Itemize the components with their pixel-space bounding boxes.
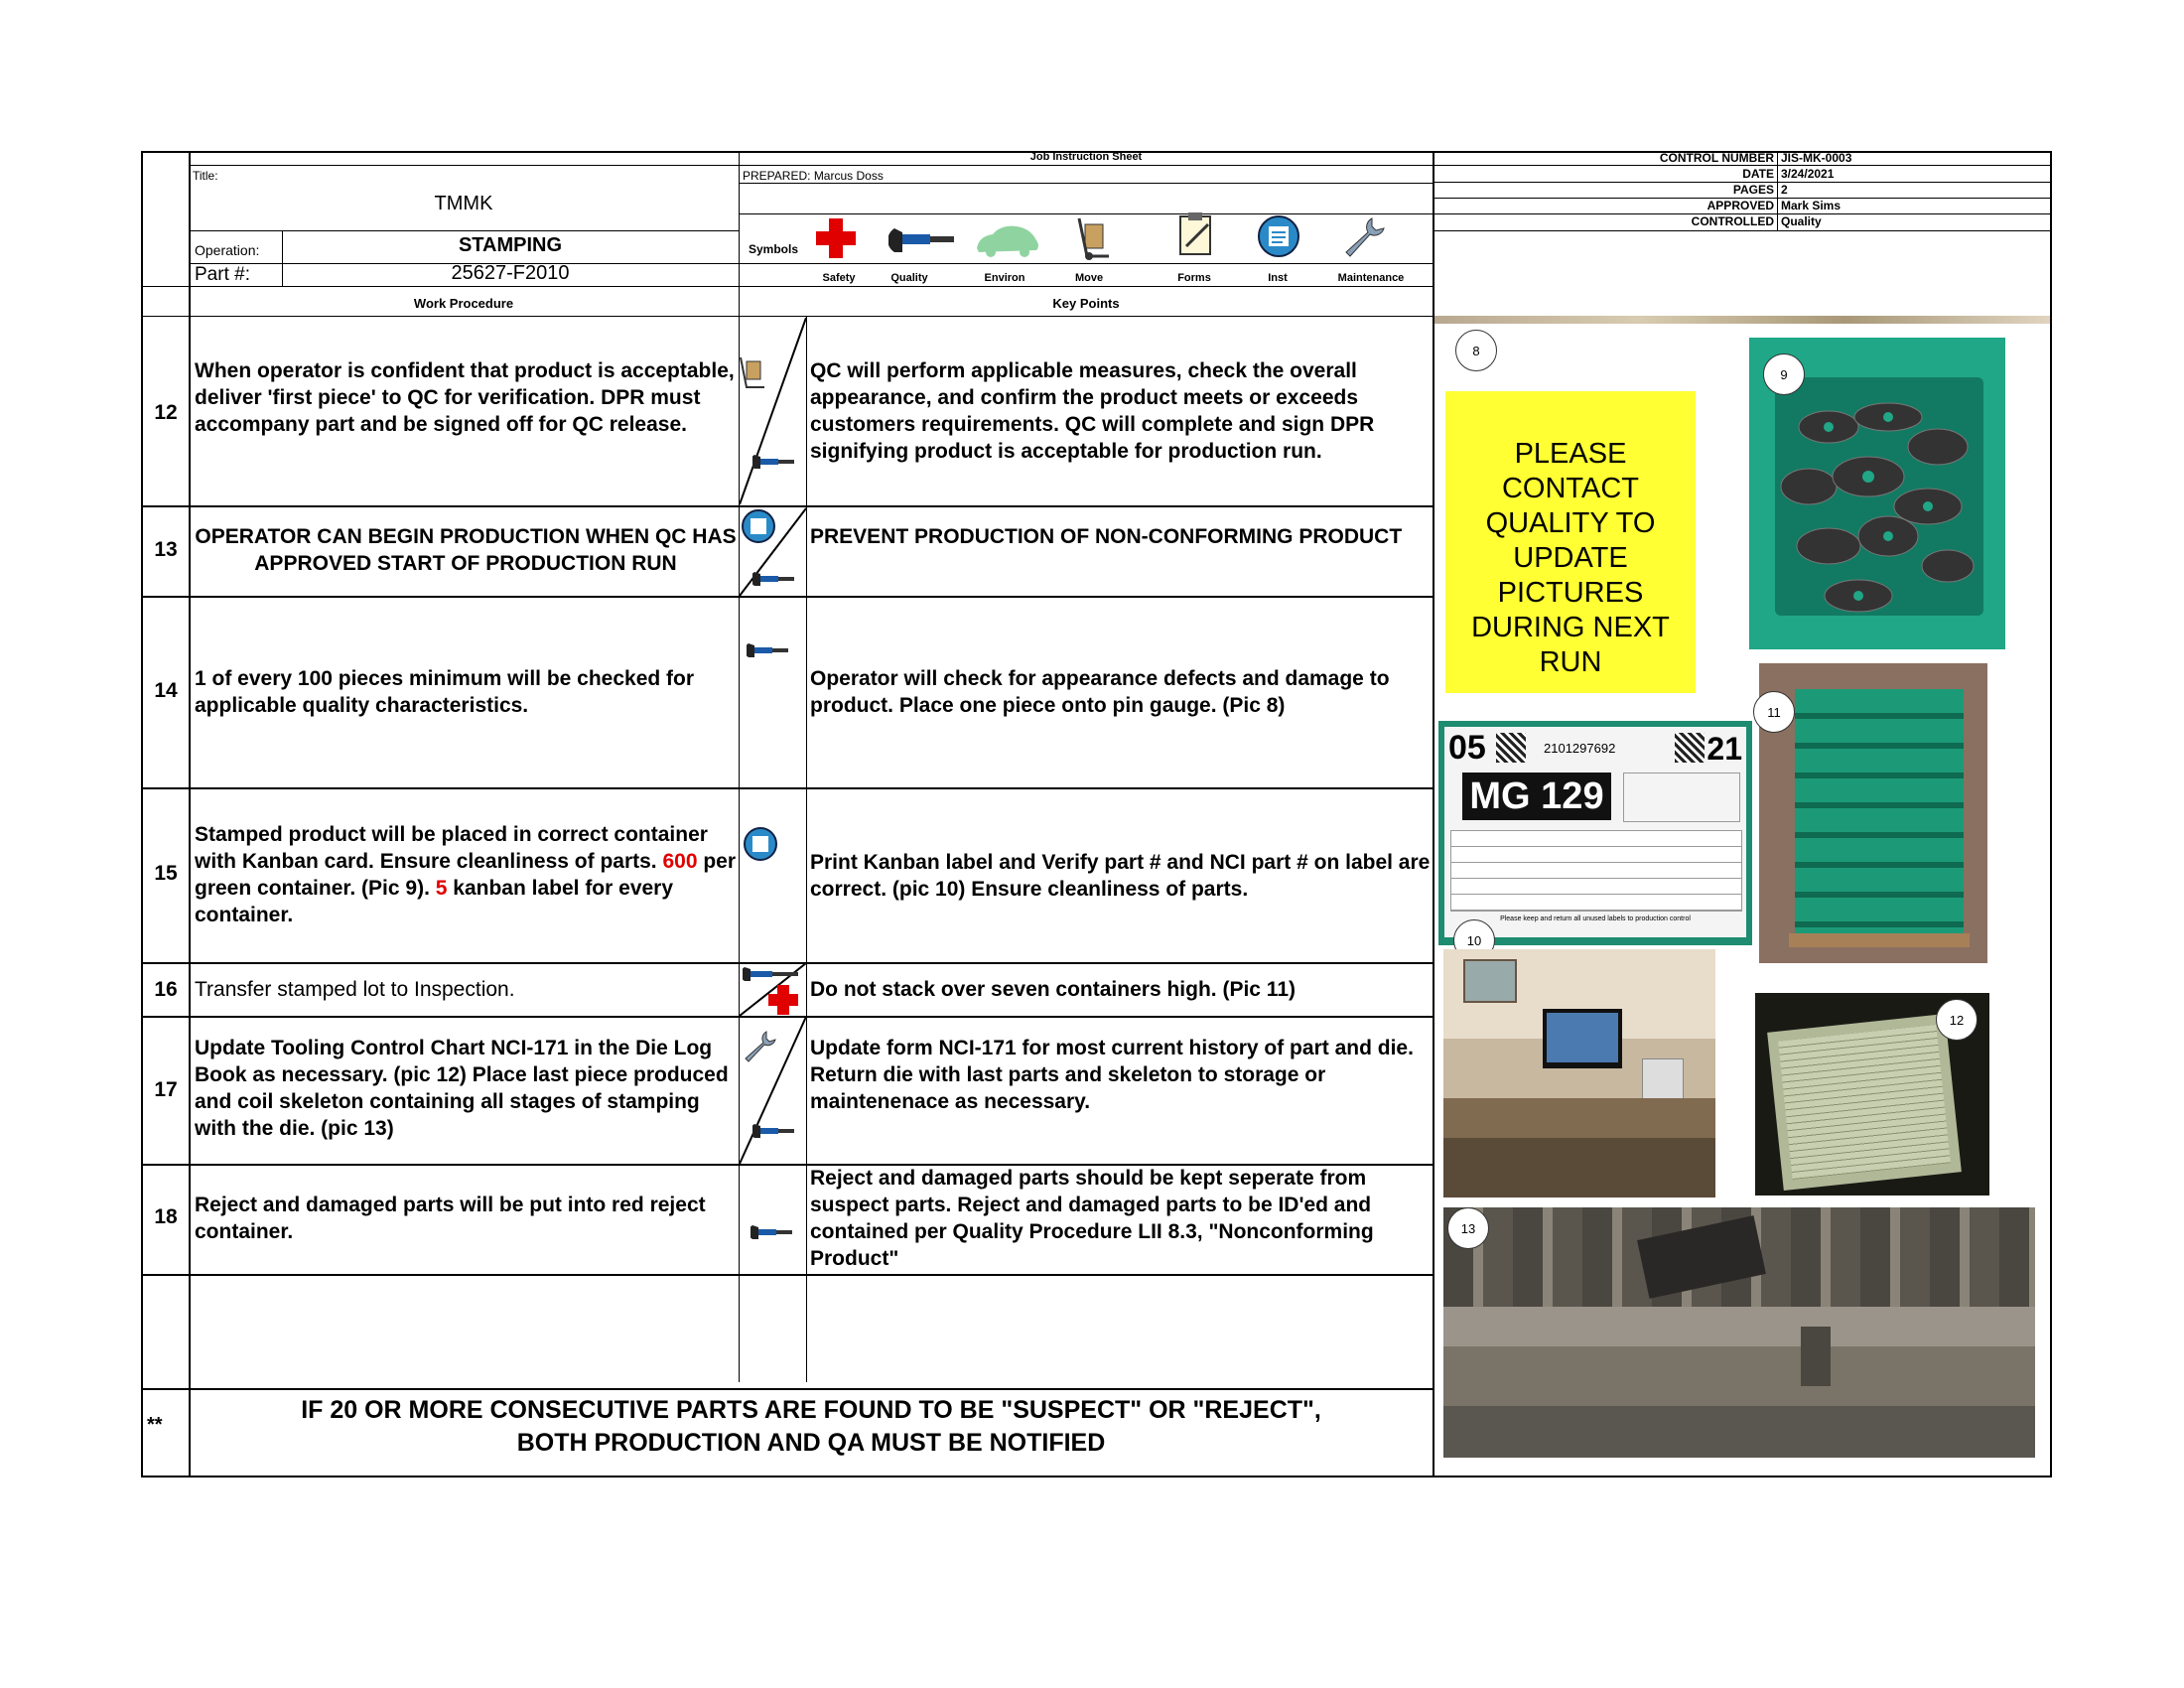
hdr-line-op xyxy=(189,230,739,231)
update-pictures-notice xyxy=(1445,391,1696,693)
step-18-procedure: Reject and damaged parts will be put into red reject container. xyxy=(195,1194,706,1243)
step-15-qty-5: 5 xyxy=(435,877,448,900)
step-12-move-icon xyxy=(739,355,768,395)
notice-line5: DURING NEXT xyxy=(1471,612,1670,643)
pic-13-badge: 13 xyxy=(1447,1207,1489,1249)
date-label: DATE xyxy=(1742,167,1774,181)
date-value: 3/24/2021 xyxy=(1781,167,1835,181)
step-17-quality-icon xyxy=(752,1120,796,1142)
kanban-right-number: 21 xyxy=(1706,731,1742,767)
footer-warning xyxy=(191,1394,1432,1460)
operation-value: STAMPING xyxy=(458,234,563,256)
prepared-value: Marcus Doss xyxy=(813,169,884,183)
pages-label: PAGES xyxy=(1732,183,1774,197)
rhdr-divider xyxy=(1777,151,1778,230)
step-14-procedure: 1 of every 100 pieces minimum will be checked for applicable quality characteristics. xyxy=(195,667,695,717)
hdr-line-2 xyxy=(739,183,1433,184)
step-12-number: 12 xyxy=(154,401,178,424)
rhdr-line-5 xyxy=(1433,230,2052,231)
step-17-key-b: Return die with last parts and skeleton to storage or maintenenace as necessary. xyxy=(810,1063,1326,1113)
clipboard-icon xyxy=(1176,211,1216,258)
step-16-number: 16 xyxy=(154,978,178,1001)
step-15-number: 15 xyxy=(154,862,178,885)
hand-truck-icon xyxy=(1075,216,1115,262)
footer-warning-line2: BOTH PRODUCTION AND QA MUST BE NOTIFIED xyxy=(516,1429,1106,1457)
step-12-procedure: When operator is confident that product is acceptable, deliver 'first piece' to QC for verification. DPR must accompany part and be signed off for QC release. xyxy=(195,359,735,436)
pic-12-badge: 12 xyxy=(1936,999,1978,1041)
col-num-divider xyxy=(189,151,191,1477)
hdr-line-4 xyxy=(141,286,1433,287)
symbol-safety-label: Safety xyxy=(822,272,856,284)
approved-value: Mark Sims xyxy=(1781,199,1842,212)
step-15-qty-600: 600 xyxy=(662,850,698,873)
step-12-quality-icon xyxy=(752,451,796,473)
notice-line4: PICTURES xyxy=(1497,577,1644,609)
pic-8-badge: 8 xyxy=(1455,330,1497,371)
kanban-left-number: 05 xyxy=(1448,729,1486,767)
step-16-procedure: Transfer stamped lot to Inspection. xyxy=(195,978,515,1001)
photo-strip-top xyxy=(1434,316,2050,324)
step-17-key-point xyxy=(810,1035,1432,1115)
kanban-part-number: MG 129 xyxy=(1462,773,1611,820)
key-points-label: Key Points xyxy=(1052,296,1120,311)
step-15-procedure xyxy=(195,821,737,928)
sheet-title: Job Instruction Sheet xyxy=(1029,151,1143,163)
step-13-number: 13 xyxy=(154,538,178,561)
symbol-maintenance-label: Maintenance xyxy=(1337,272,1405,284)
controlled-label: CONTROLLED xyxy=(1691,214,1774,228)
approved-label: APPROVED xyxy=(1706,199,1774,212)
hdr-line-3 xyxy=(739,213,1433,214)
col-key-divider xyxy=(1433,151,1434,1477)
step-15-procedure-c: kanban label for every container. xyxy=(195,877,674,926)
pic-10-kanban-label-photo xyxy=(1438,721,1752,945)
step-14-number: 14 xyxy=(154,679,178,702)
green-car-icon xyxy=(971,222,1042,258)
frame-bottom xyxy=(141,1476,2052,1477)
step-17-wrench-icon xyxy=(743,1029,778,1064)
step-15-inst-icon xyxy=(743,826,778,862)
symbol-inst-label: Inst xyxy=(1268,272,1288,284)
symbol-quality-label: Quality xyxy=(890,272,928,284)
kanban-qr-left-icon xyxy=(1496,733,1526,763)
frame-right xyxy=(2050,151,2052,1477)
step-16-key-point: Do not stack over seven containers high. (Pic 11) xyxy=(810,978,1296,1001)
step-15-procedure-b: per green container. (Pic 9). xyxy=(195,850,737,900)
kanban-qr-right-icon xyxy=(1675,733,1705,763)
symbols-label: Symbols xyxy=(749,242,799,256)
controlled-value: Quality xyxy=(1781,214,1822,228)
kanban-code: 2101297692 xyxy=(1544,741,1616,756)
step-17-procedure: Update Tooling Control Chart NCI-171 in the Die Log Book as necessary. (pic 12) Place last piece produced and coil skeleton containing all stages of stamping with the die. (pic 13) xyxy=(195,1037,729,1140)
operation-label: Operation: xyxy=(195,242,260,258)
step-18-number: 18 xyxy=(154,1205,178,1228)
symbol-move-label: Move xyxy=(1074,272,1104,284)
prepared-label: PREPARED: xyxy=(743,169,811,183)
part-label: Part #: xyxy=(195,264,250,285)
title-value: TMMK xyxy=(434,193,493,214)
step-13-quality-icon xyxy=(752,568,796,590)
footer-marker: ** xyxy=(147,1414,163,1436)
step-18-quality-icon xyxy=(751,1221,794,1243)
wrench-icon xyxy=(1342,214,1386,258)
hdr-line-1 xyxy=(189,165,1433,166)
pages-value: 2 xyxy=(1781,183,1788,197)
step-13-inst-icon xyxy=(741,508,776,544)
row-line-empty xyxy=(141,1388,1433,1390)
symbol-environ-label: Environ xyxy=(984,272,1025,284)
step-18-key-point: Reject and damaged parts should be kept seperate from suspect parts. Reject and damaged parts to be ID'ed and contained per Quality Procedure LII 8.3, "Nonconforming Product" xyxy=(810,1167,1374,1270)
notice-line1: PLEASE CONTACT xyxy=(1501,438,1639,504)
title-label: Title: xyxy=(193,169,218,183)
micrometer-icon xyxy=(888,220,958,256)
step-14-quality-icon xyxy=(747,639,790,661)
pic-13-die-skeleton-photo xyxy=(1443,1207,2035,1458)
prepared-line xyxy=(743,169,884,183)
control-number-value: JIS-MK-0003 xyxy=(1781,151,1852,165)
frame-left xyxy=(141,151,143,1477)
red-cross-icon xyxy=(816,216,856,260)
step-16-safety-icon xyxy=(766,983,800,1017)
step-16-quality-icon xyxy=(743,963,802,985)
pic-11-badge: 11 xyxy=(1753,691,1795,733)
rhdr-line-1 xyxy=(1433,165,2052,166)
step-15-key-point: Print Kanban label and Verify part # and NCI part # on label are correct. (pic 10) Ensure cleanliness of parts. xyxy=(810,851,1431,901)
notice-line6: RUN xyxy=(1539,646,1602,678)
pic-10-badge: 10 xyxy=(1453,919,1495,961)
control-number-label: CONTROL NUMBER xyxy=(1659,151,1774,165)
instruction-icon xyxy=(1257,214,1300,258)
step-17-key-a: Update form NCI-171 for most current history of part and die. xyxy=(810,1037,1414,1059)
part-value: 25627-F2010 xyxy=(451,262,570,284)
step-15-procedure-a: Stamped product will be placed in correct container with Kanban card. Ensure cleanliness of parts. xyxy=(195,823,708,873)
step-13-procedure: OPERATOR CAN BEGIN PRODUCTION WHEN QC HAS APPROVED START OF PRODUCTION RUN xyxy=(195,525,737,575)
pic-9-badge: 9 xyxy=(1763,353,1805,395)
footer-warning-line1: IF 20 OR MORE CONSECUTIVE PARTS ARE FOUND TO BE "SUSPECT" OR "REJECT", xyxy=(301,1396,1321,1424)
step-12-key-point: QC will perform applicable measures, check the overall appearance, and confirm the product meets or exceeds customers requirements. QC will complete and sign DPR signifying product is acceptable for production run. xyxy=(810,359,1375,463)
step-14-key-point: Operator will check for appearance defects and damage to product. Place one piece onto pin gauge. (Pic 8) xyxy=(810,667,1390,717)
step-13-key-point: PREVENT PRODUCTION OF NON-CONFORMING PRODUCT xyxy=(810,525,1403,548)
symbol-forms-label: Forms xyxy=(1177,272,1211,284)
work-procedure-label: Work Procedure xyxy=(413,296,514,311)
notice-line2: QUALITY TO xyxy=(1485,507,1656,539)
office-workstation-photo xyxy=(1443,949,1715,1197)
notice-line3: UPDATE xyxy=(1513,542,1628,574)
step-17-number: 17 xyxy=(154,1078,178,1101)
kanban-footer-note: Please keep and return all unused labels to production control xyxy=(1500,915,1691,922)
